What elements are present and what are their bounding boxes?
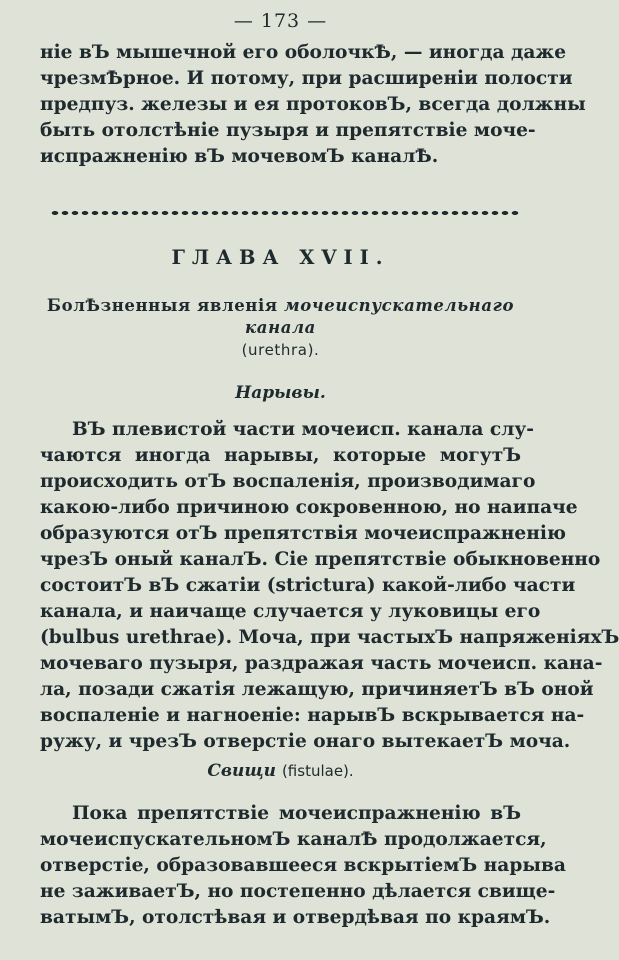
subtitle-text: БолѢзненныя явленія: [46, 296, 284, 315]
text-line: образуются отЪ препятствія мочеиспражненію: [40, 523, 566, 544]
text-line: ніе вЪ мышечной его оболочкѢ, — иногда даже: [40, 42, 567, 63]
page-number: — 173 —: [233, 10, 328, 32]
ornamental-divider: [50, 206, 520, 220]
text-line: какою-либо причиною сокровенною, но наипаче: [40, 497, 578, 518]
text-line: ВЪ плевистой части мочеисп. канала слу-: [72, 419, 534, 440]
text-line: чрезЪ оный каналЪ. Сіе препятствіе обыкновенно: [40, 549, 601, 570]
text-line: ватымЪ, отолстѣвая и отвердѣвая по краямЪ.: [40, 907, 551, 928]
section-heading-fistulae: [40, 761, 521, 787]
text-line: чрезмѢрное. И потому, при расширеніи полости: [40, 68, 573, 89]
text-line: ла, позади сжатія лежащую, причиняетЪ вЪ оной: [40, 679, 594, 700]
section2-paragraph: [40, 801, 566, 931]
text-line: быть отолстѣніе пузыря и препятствіе моче-: [40, 120, 536, 141]
text-line: отверстіе, образовавшееся вскрытіемЪ нарыва: [40, 855, 566, 876]
text-line: (bulbus urethrae). Моча, при частыхЪ напряженіяхЪ: [40, 627, 619, 648]
section-heading-abscesses: Нарывы.: [235, 383, 326, 403]
chapter-title: ГЛАВА XVII.: [171, 246, 390, 269]
text-line: канала, и наичаще случается у луковицы его: [40, 601, 541, 622]
text-line: чаются иногда нарывы, которые могутЪ: [40, 445, 521, 466]
section2-title: Свищи: [207, 761, 277, 781]
top-paragraph: [40, 40, 586, 170]
text-line: Пока препятствіе мочеиспражненію вЪ: [72, 803, 521, 824]
text-line: мочеваго пузыря, раздражая часть мочеисп. кана-: [40, 653, 603, 674]
text-line: ружу, и чрезЪ отверстіе онаго вытекаетЪ моча.: [40, 731, 571, 752]
text-line: мочеиспускательномЪ каналѢ продолжается,: [40, 829, 547, 850]
section1-paragraph: [40, 417, 619, 755]
text-line: воспаленіе и нагноеніе: нарывЪ вскрывается на-: [40, 705, 585, 726]
text-line: состоитЪ вЪ сжатіи (strictura) какой-либо части: [40, 575, 576, 596]
text-line: происходить отЪ воспаленія, производимаго: [40, 471, 536, 492]
section2-title-latin: (fistulae).: [281, 762, 354, 780]
text-line: испражненію вЪ мочевомЪ каналѢ.: [40, 146, 439, 167]
subtitle-latin: (urethra).: [241, 341, 320, 359]
subtitle-italic: мочеиспускательнаго канала: [245, 296, 515, 337]
text-line: не заживаетЪ, но постепенно дѣлается свище-: [40, 881, 556, 902]
text-line: предпуз. железы и ея протоковЪ, всегда должны: [40, 94, 586, 115]
chapter-subtitle: [40, 295, 521, 361]
